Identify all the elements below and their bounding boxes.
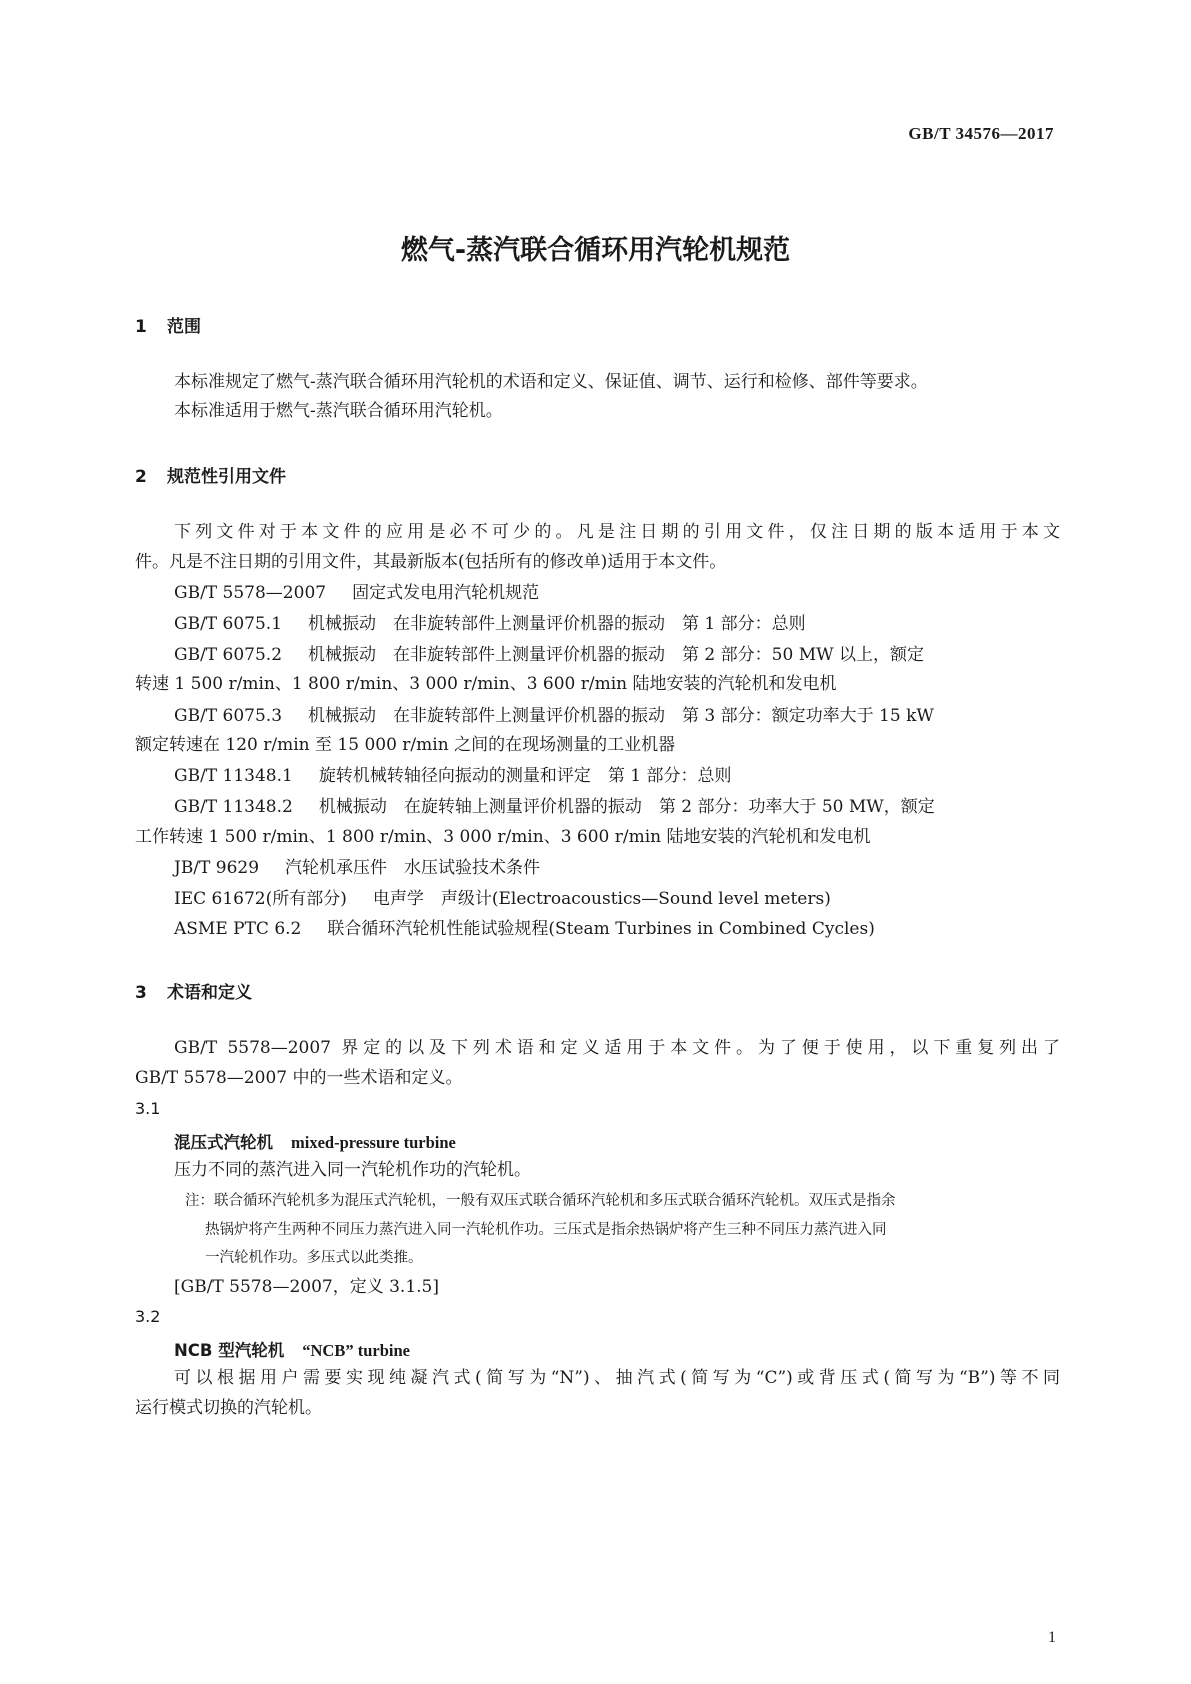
reference-code: GB/T 11348.1: [174, 766, 293, 786]
section-number: 1: [135, 317, 147, 337]
reference-code: GB/T 6075.2: [174, 645, 283, 665]
section-title: 范围: [167, 317, 201, 337]
scope-paragraph-1: 本标准规定了燃气-蒸汽联合循环用汽轮机的术语和定义、保证值、调节、运行和检修、部件等要求。: [174, 372, 928, 392]
term-source: [GB/T 5578—2007，定义 3.1.5]: [174, 1277, 439, 1297]
note-line-1: 注：联合循环汽轮机多为混压式汽轮机，一般有双压式联合循环汽轮机和多压式联合循环汽轮机。双压式是指余: [185, 1193, 896, 1209]
standard-number: GB/T 34576—2017: [908, 124, 1054, 143]
term-number: 3.1: [135, 1099, 161, 1118]
term-heading: [174, 1337, 410, 1361]
reference-title: 机械振动 在非旋转部件上测量评价机器的振动 第 3 部分：额定功率大于 15 kW: [308, 706, 934, 726]
section-number: 2: [135, 467, 147, 487]
reference-title: 机械振动 在非旋转部件上测量评价机器的振动 第 1 部分：总则: [308, 614, 806, 634]
references-intro-line-2: 件。凡是不注日期的引用文件，其最新版本(包括所有的修改单)适用于本文件。: [135, 552, 727, 572]
reference-title: 电声学 声级计(Electroacoustics—Sound level meters): [372, 889, 831, 909]
term-number: 3.2: [135, 1307, 161, 1326]
terms-intro-line-2: GB/T 5578—2007 中的一些术语和定义。: [135, 1068, 463, 1088]
note-line-2: 热锅炉将产生两种不同压力蒸汽进入同一汽轮机作功。三压式是指余热锅炉将产生三种不同压力蒸汽进入同: [205, 1222, 887, 1238]
note-line-3: 一汽轮机作功。多压式以此类推。: [205, 1250, 423, 1266]
reference-title: 固定式发电用汽轮机规范: [352, 583, 540, 603]
term-english: mixed-pressure turbine: [291, 1133, 456, 1152]
section-title: 术语和定义: [167, 983, 252, 1003]
term-definition-line-1: 可以根据用户需要实现纯凝汽式(简写为“N”)、抽汽式(简写为“C”)或背压式(简写为“B”)等不同: [174, 1368, 1060, 1388]
reference-item: [174, 857, 1060, 879]
reference-title: 联合循环汽轮机性能试验规程(Steam Turbines in Combined Cycles): [327, 919, 875, 939]
reference-code: GB/T 6075.1: [174, 614, 283, 634]
term-chinese: 混压式汽轮机: [174, 1133, 273, 1152]
reference-item: [174, 796, 1060, 818]
reference-continuation: 额定转速在 120 r/min 至 15 000 r/min 之间的在现场测量的工业机器: [135, 735, 676, 755]
reference-code: GB/T 5578—2007: [174, 583, 327, 603]
reference-code: GB/T 11348.2: [174, 797, 293, 817]
reference-item: [174, 918, 1060, 940]
reference-item: [174, 705, 1060, 727]
references-intro-line-1: 下列文件对于本文件的应用是必不可少的。凡是注日期的引用文件，仅注日期的版本适用于本文: [174, 522, 1060, 542]
reference-continuation: 工作转速 1 500 r/min、1 800 r/min、3 000 r/min、3 600 r/min 陆地安装的汽轮机和发电机: [135, 827, 871, 847]
reference-code: ASME PTC 6.2: [174, 919, 302, 939]
terms-intro-line-1: GB/T 5578—2007 界定的以及下列术语和定义适用于本文件。为了便于使用，以下重复列出了: [174, 1038, 1060, 1058]
term-definition: 压力不同的蒸汽进入同一汽轮机作功的汽轮机。: [174, 1160, 531, 1180]
reference-item: [174, 582, 1060, 604]
term-english: “NCB” turbine: [302, 1341, 410, 1360]
term-heading: [174, 1129, 456, 1153]
reference-code: IEC 61672(所有部分): [174, 889, 347, 909]
reference-title: 机械振动 在旋转轴上测量评价机器的振动 第 2 部分：功率大于 50 MW，额定: [318, 797, 935, 817]
section-heading-normative-references: [135, 462, 286, 487]
scope-paragraph-2: 本标准适用于燃气-蒸汽联合循环用汽轮机。: [174, 401, 503, 421]
reference-continuation: 转速 1 500 r/min、1 800 r/min、3 000 r/min、3 600 r/min 陆地安装的汽轮机和发电机: [135, 674, 837, 694]
term-definition-line-2: 运行模式切换的汽轮机。: [135, 1398, 322, 1418]
reference-code: GB/T 6075.3: [174, 706, 283, 726]
section-number: 3: [135, 983, 147, 1003]
section-title: 规范性引用文件: [167, 467, 286, 487]
reference-item: [174, 765, 1060, 787]
reference-item: [174, 644, 1060, 666]
term-chinese: NCB 型汽轮机: [174, 1341, 285, 1360]
reference-code: JB/T 9629: [174, 858, 260, 878]
section-heading-scope: [135, 312, 201, 337]
page-number: 1: [1048, 1629, 1056, 1646]
section-heading-terms: [135, 978, 252, 1003]
reference-item: [174, 888, 1060, 910]
reference-title: 旋转机械转轴径向振动的测量和评定 第 1 部分：总则: [318, 766, 732, 786]
reference-title: 机械振动 在非旋转部件上测量评价机器的振动 第 2 部分：50 MW 以上，额定: [308, 645, 924, 665]
reference-item: [174, 613, 1060, 635]
document-title: 燃气-蒸汽联合循环用汽轮机规范: [400, 235, 791, 266]
reference-title: 汽轮机承压件 水压试验技术条件: [285, 858, 541, 878]
